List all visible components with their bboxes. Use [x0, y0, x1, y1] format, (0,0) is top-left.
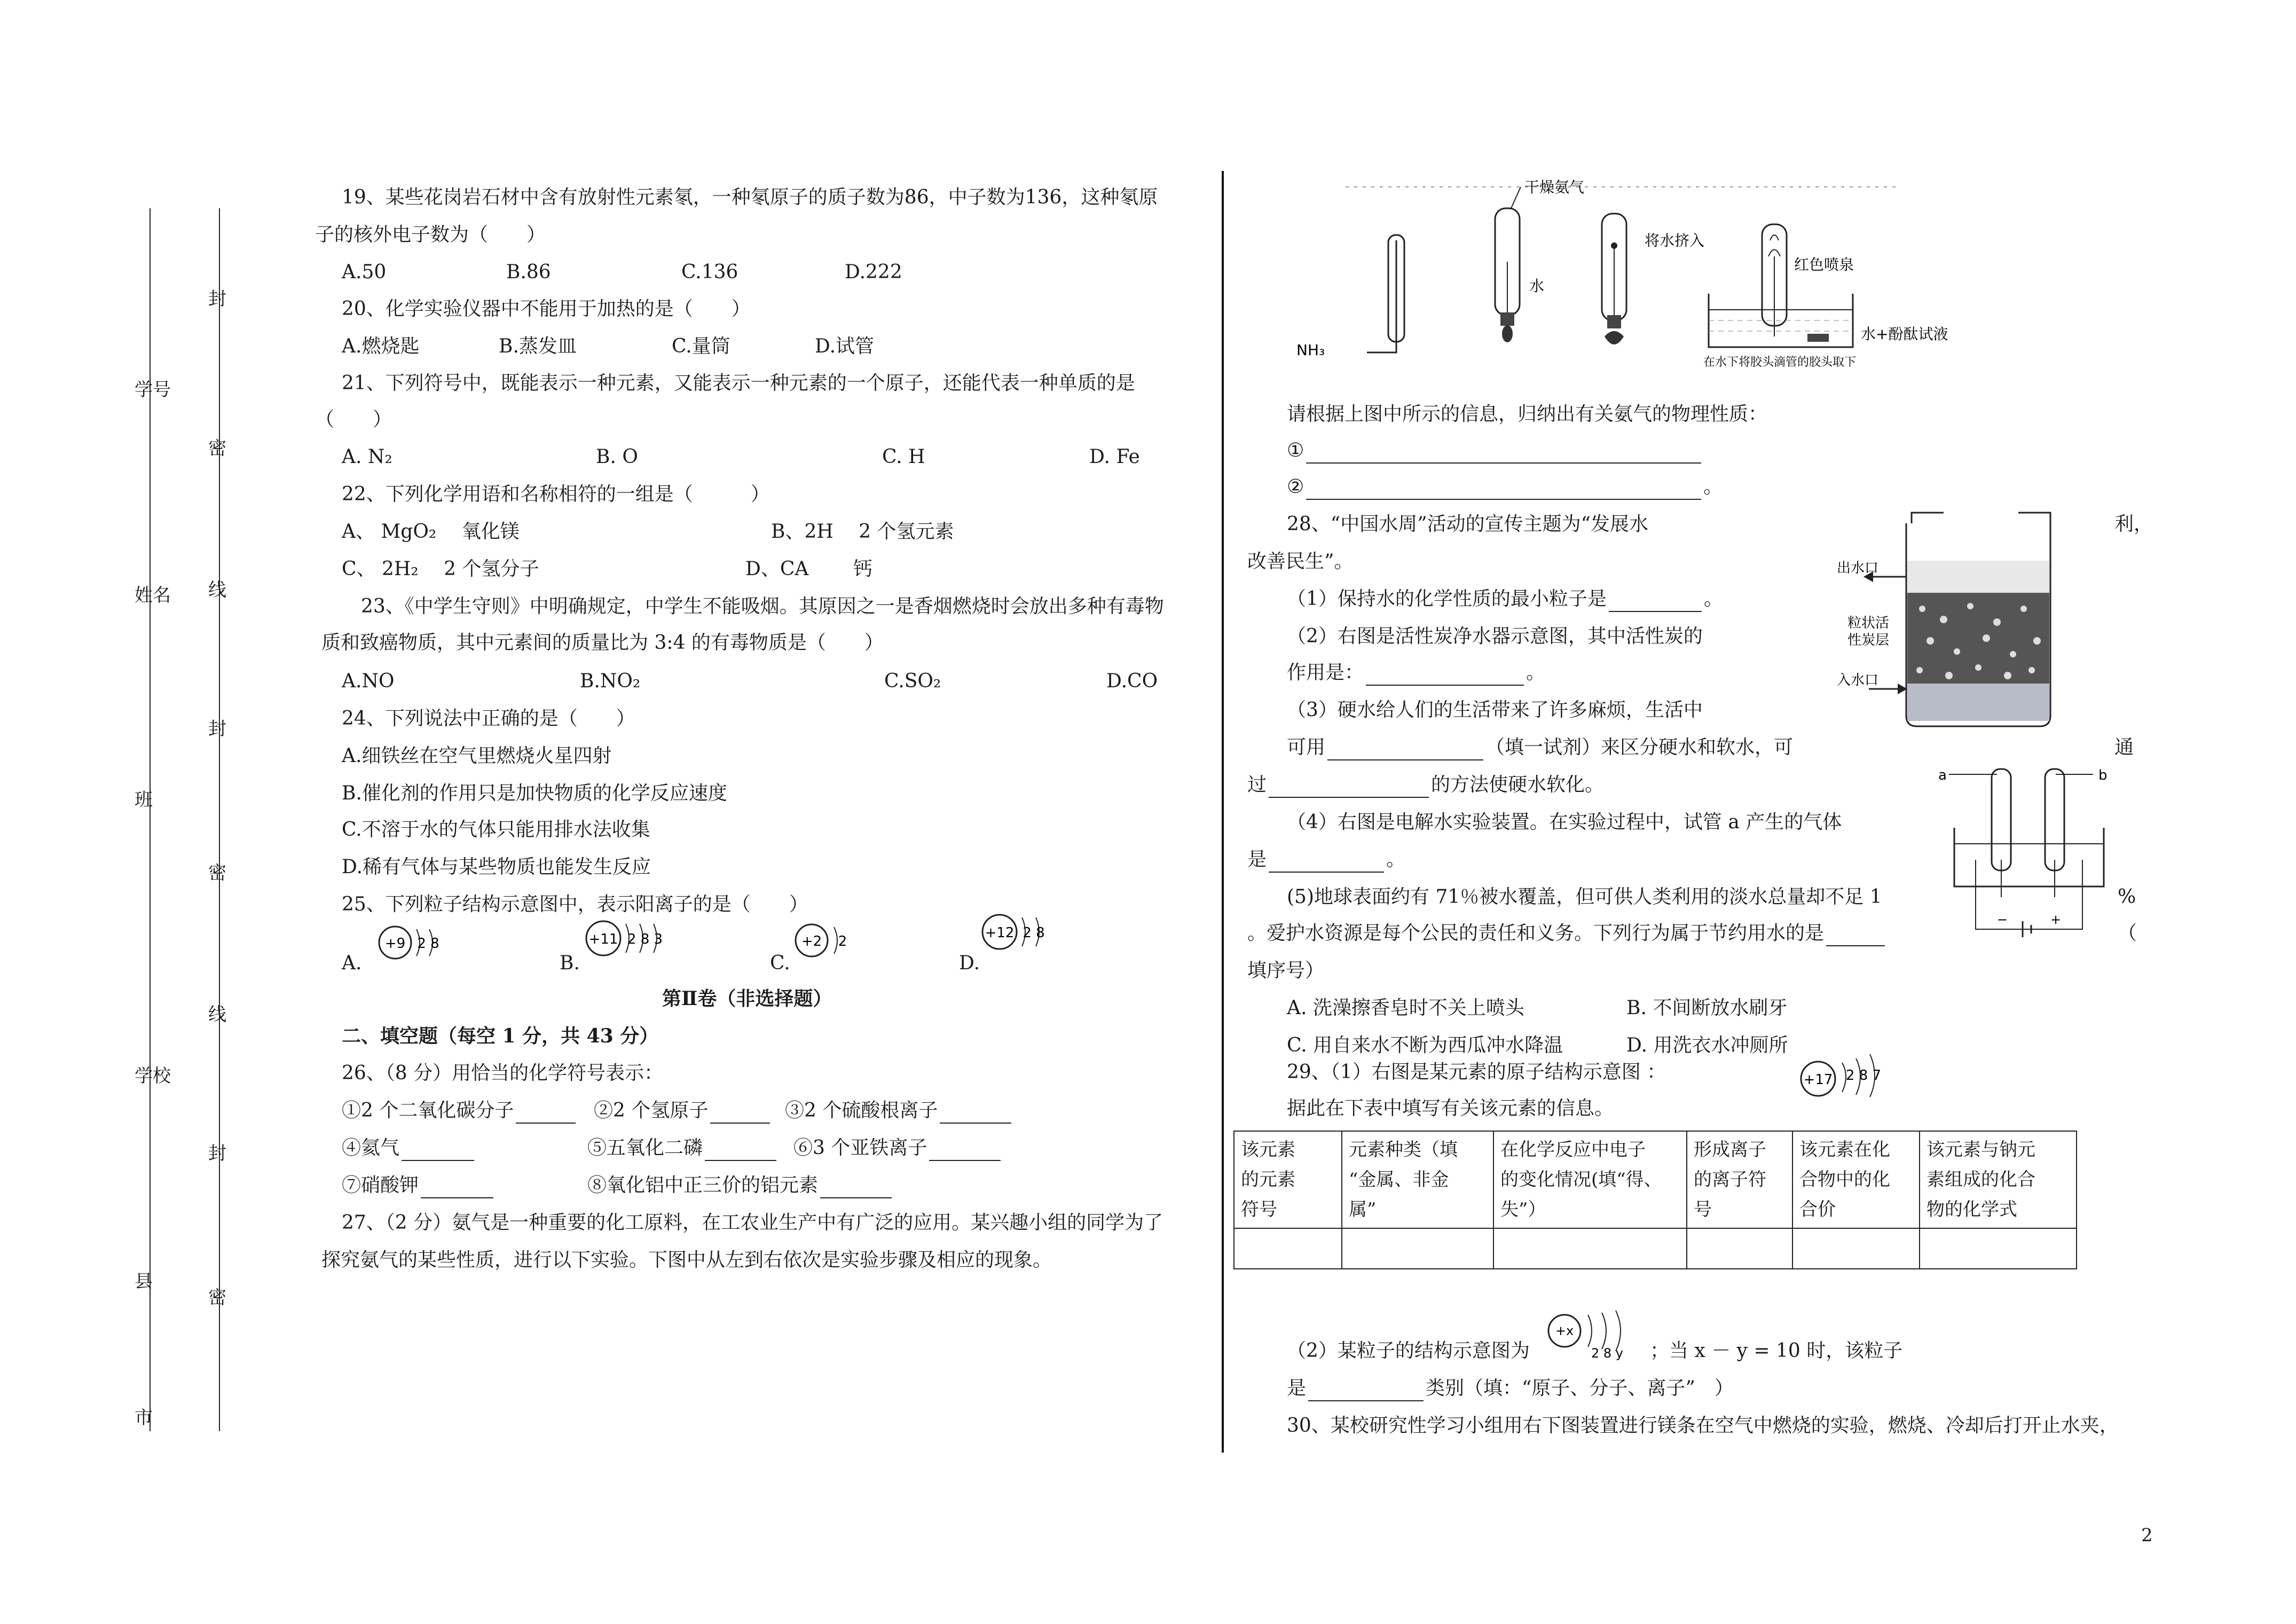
- binding-line: 线: [208, 1004, 226, 1025]
- part2-title: 第Ⅱ卷（非选择题）: [662, 987, 832, 1010]
- svg-text:−: −: [1997, 912, 2008, 927]
- q28-part5-paren: （: [2118, 922, 2137, 944]
- q23-option-a: A.NO: [342, 670, 395, 692]
- q29-stem: 据此在下表中填写有关该元素的信息。: [1287, 1097, 1614, 1119]
- q28-stem: 改善民生”。: [1247, 551, 1354, 572]
- electrolysis-figure: [1922, 758, 2136, 951]
- q28-part3-method: 过 的方法使硬水软化。: [1247, 772, 1604, 798]
- table-header-cell: 在化学反应中电子 的变化情况(填“得、 失”）: [1493, 1131, 1687, 1228]
- binding-line: 线: [208, 579, 226, 601]
- q24-option-a: A.细铁丝在空气里燃烧火星四射: [342, 745, 612, 767]
- table-header-cell: 元素种类（填 “金属、非金 属”: [1342, 1131, 1493, 1228]
- svg-text:2 8 y: 2 8 y: [1591, 1346, 1623, 1361]
- q28-part1: （1）保持水的化学性质的最小粒子是 。: [1287, 586, 1723, 612]
- q21-option-a: A. N₂: [342, 446, 392, 468]
- binding-label-class: 班: [135, 789, 153, 811]
- q28-part3-end: 通: [2114, 736, 2134, 758]
- q28-part2-answer: 作用是： 。: [1287, 660, 1545, 686]
- q19-stem: 子的核外电子数为（ ）: [315, 224, 546, 246]
- q27-property-2: ② 。: [1287, 474, 1723, 500]
- q27-property-1: ①: [1287, 438, 1703, 464]
- section2-title: 二、填空题（每空 1 分，共 43 分）: [342, 1025, 659, 1047]
- q26-stem: 26、（8 分）用恰当的化学符号表示：: [342, 1062, 664, 1084]
- q22-option-d: D、CA 钙: [745, 558, 872, 580]
- q21-stem: （ ）: [315, 409, 392, 430]
- q28-part5-question: 。爱护水资源是每个公民的责任和义务。下列行为属于节约用水的是: [1247, 921, 1887, 946]
- atom-diagram-a: [374, 919, 459, 967]
- q19-option-b: B.86: [506, 261, 551, 283]
- q21-option-b: B. O: [596, 446, 638, 468]
- svg-text:2 8 3: 2 8 3: [627, 931, 663, 947]
- binding-line-inner: [219, 208, 220, 1431]
- table-header-cell: 该元素在化 合物中的化 合价: [1792, 1131, 1920, 1228]
- q28-stem-end: 利，: [2114, 513, 2153, 535]
- svg-text:+12: +12: [985, 925, 1015, 941]
- q28-part5-fill: 填序号）: [1247, 960, 1325, 982]
- q26-item-4: ④氦气: [342, 1135, 476, 1161]
- q28-part5-percent: %: [2118, 886, 2136, 908]
- q23-option-c: C.SO₂: [884, 670, 941, 692]
- q23-stem: 23、《中学生守则》中明确规定，中学生不能吸烟。其原因之一是香烟燃烧时会放出多种有毒物: [361, 595, 1164, 617]
- svg-text:2 8: 2 8: [417, 936, 439, 952]
- q28-part4: （4）右图是电解水实验装置。在实验过程中，试管 a 产生的气体: [1287, 811, 1842, 833]
- q27-properties-prompt: 请根据上图中所示的信息，归纳出有关氨气的物理性质：: [1287, 403, 1768, 425]
- binding-secret: 密: [208, 862, 226, 884]
- q29-part2-condition: ；当 x － y = 10 时，该粒子: [1650, 1340, 1903, 1362]
- q20-option-b: B.蒸发皿: [499, 335, 577, 357]
- q24-option-d: D.稀有气体与某些物质也能发生反应: [342, 856, 651, 878]
- q28-option-b: B. 不间断放水刷牙: [1626, 997, 1788, 1019]
- q25-option-c: C.: [770, 952, 790, 974]
- page-number: 2: [2141, 1525, 2153, 1546]
- q19-option-c: C.136: [681, 261, 738, 283]
- svg-text:性炭层: 性炭层: [1847, 632, 1890, 648]
- svg-text:+2: +2: [801, 933, 822, 950]
- q27-stem: 27、（2 分）氨气是一种重要的化工原料，在工农业生产中有广泛的应用。某兴趣小组的同学为了: [342, 1212, 1163, 1234]
- element-info-table: [1233, 1131, 2077, 1269]
- binding-secret: 密: [208, 438, 226, 459]
- q28-part5: (5)地球表面约有 71％被水覆盖，但可供人类利用的淡水总量却不足 1: [1287, 886, 1882, 908]
- q26-item-3: ③2 个硫酸根离子: [785, 1098, 1013, 1124]
- q30-stem: 30、某校研究性学习小组用右下图装置进行镁条在空气中燃烧的实验，燃烧、冷却后打开止水夹，: [1287, 1415, 2119, 1437]
- q19-option-d: D.222: [845, 261, 902, 283]
- q26-item-5: ⑤五氧化二磷: [587, 1135, 779, 1161]
- table-answer-row: [1234, 1228, 2077, 1269]
- svg-text:2 8: 2 8: [1023, 925, 1045, 941]
- q22-option-c: C、 2H₂ 2 个氢分子: [342, 558, 539, 580]
- q28-part3-reagent: 可用 （填一试剂）来区分硬水和软水，可: [1287, 735, 1793, 760]
- table-header-row: [1234, 1131, 2077, 1228]
- q24-stem: 24、下列说法中正确的是（ ）: [342, 708, 635, 729]
- svg-text:+17: +17: [1803, 1072, 1833, 1088]
- q25-option-a: A.: [342, 952, 362, 974]
- q23-option-b: B.NO₂: [580, 670, 641, 692]
- q25-stem: 25、下列粒子结构示意图中，表示阳离子的是（ ）: [342, 893, 808, 915]
- svg-text:粒状活: 粒状活: [1847, 615, 1890, 631]
- binding-label-city: 市: [135, 1407, 153, 1429]
- svg-text:将水挤入: 将水挤入: [1645, 232, 1705, 249]
- svg-text:a: a: [1938, 767, 1947, 783]
- binding-secret: 密: [208, 1287, 226, 1308]
- binding-label-county: 县: [135, 1271, 153, 1292]
- q20-option-a: A.燃烧匙: [342, 335, 420, 357]
- q19-option-a: A.50: [342, 261, 387, 283]
- q28-option-d: D. 用洗衣水冲厕所: [1626, 1034, 1788, 1056]
- particle-diagram: [1543, 1308, 1650, 1362]
- q28-option-c: C. 用自来水不断为西瓜冲水降温: [1287, 1034, 1563, 1056]
- binding-label-school: 学校: [135, 1065, 171, 1087]
- binding-seal: 封: [208, 288, 226, 310]
- binding-label-student-id: 学号: [135, 379, 171, 401]
- q29-part2: （2）某粒子的结构示意图为: [1287, 1340, 1530, 1362]
- q28-part3: （3）硬水给人们的生活带来了许多麻烦，生活中: [1287, 699, 1703, 721]
- q22-option-a: A、 MgO₂ 氧化镁: [342, 521, 520, 543]
- atom-diagram-b: [582, 914, 683, 962]
- q26-item-2: ②2 个氢原子: [594, 1098, 772, 1124]
- svg-text:干燥氨气: 干燥氨气: [1524, 178, 1585, 196]
- q26-item-8: ⑧氧化铝中正三价的铝元素: [587, 1173, 894, 1198]
- q26-item-6: ⑥3 个亚铁离子: [793, 1135, 1003, 1161]
- q26-item-1: ①2 个二氧化碳分子: [342, 1098, 578, 1124]
- q28-part2: （2）右图是活性炭净水器示意图，其中活性炭的: [1287, 625, 1703, 647]
- binding-label-name: 姓名: [135, 585, 171, 606]
- q28-option-a: A. 洗澡擦香皂时不关上喷头: [1287, 997, 1524, 1019]
- q26-item-7: ⑦硝酸钾: [342, 1173, 496, 1198]
- column-divider: [1222, 171, 1224, 1453]
- answer-cell[interactable]: [1920, 1228, 2077, 1269]
- answer-cell[interactable]: [1342, 1228, 1493, 1269]
- binding-seal: 封: [208, 1143, 226, 1164]
- svg-text:+x: +x: [1555, 1323, 1574, 1338]
- table-header-cell: 该元素与钠元 素组成的化合 物的化学式: [1920, 1131, 2077, 1228]
- svg-text:+9: +9: [384, 936, 406, 952]
- q20-option-d: D.试管: [815, 335, 875, 357]
- svg-text:b: b: [2098, 767, 2108, 783]
- svg-text:入水口: 入水口: [1837, 672, 1879, 688]
- svg-text:水+酚酞试液: 水+酚酞试液: [1861, 325, 1948, 343]
- svg-text:2: 2: [838, 933, 847, 950]
- svg-text:2 8 7: 2 8 7: [1845, 1068, 1882, 1084]
- table-header-cell: 形成离子 的离子符 号: [1687, 1131, 1792, 1228]
- q22-stem: 22、下列化学用语和名称相符的一组是（ ）: [342, 483, 770, 505]
- q23-stem: 质和致癌物质，其中元素间的质量比为 3:4 的有毒物质是（ ）: [321, 632, 884, 654]
- q19-stem: 19、某些花岗岩石材中含有放射性元素氡，一种氡原子的质子数为86，中子数为136，这种氡原: [342, 186, 1158, 208]
- carbon-filter-figure: [1837, 507, 2136, 732]
- svg-text:水: 水: [1529, 277, 1545, 295]
- atom-diagram-c: [790, 916, 860, 964]
- q21-option-d: D. Fe: [1089, 446, 1140, 468]
- q20-stem: 20、化学实验仪器中不能用于加热的是（ ）: [342, 298, 751, 320]
- svg-text:NH₃: NH₃: [1296, 341, 1325, 359]
- svg-text:出水口: 出水口: [1837, 560, 1879, 576]
- q24-option-c: C.不溶于水的气体只能用排水法收集: [342, 819, 650, 841]
- q29-stem: 29、（1）右图是某元素的原子结构示意图 ：: [1287, 1061, 1666, 1083]
- answer-cell[interactable]: [1687, 1228, 1792, 1269]
- q21-option-c: C. H: [882, 446, 925, 468]
- q23-option-d: D.CO: [1106, 670, 1158, 692]
- q25-option-d: D.: [959, 952, 980, 974]
- answer-cell[interactable]: [1234, 1228, 1342, 1269]
- q21-stem: 21、下列符号中，既能表示一种元素，又能表示一种元素的一个原子，还能代表一种单质的是: [342, 372, 1135, 394]
- binding-seal: 封: [208, 718, 226, 740]
- q28-stem: 28、“中国水周”活动的宣传主题为“发展水: [1287, 513, 1649, 535]
- atom-diagram-d: [977, 908, 1068, 956]
- q28-part4-answer: 是 。: [1247, 847, 1405, 873]
- q22-option-b: B、2H 2 个氢元素: [771, 521, 954, 543]
- svg-text:红色喷泉: 红色喷泉: [1794, 256, 1854, 273]
- answer-cell[interactable]: [1493, 1228, 1687, 1269]
- q24-option-b: B.催化剂的作用只是加快物质的化学反应速度: [342, 782, 727, 804]
- chlorine-atom-diagram: [1794, 1047, 1912, 1100]
- answer-cell[interactable]: [1792, 1228, 1920, 1269]
- q20-option-c: C.量筒: [672, 335, 730, 357]
- svg-text:+11: +11: [588, 931, 618, 947]
- q27-stem: 探究氨气的某些性质，进行以下实验。下图中从左到右依次是实验步骤及相应的现象。: [321, 1249, 1052, 1271]
- svg-text:在水下将胶头滴管的胶头取下: 在水下将胶头滴管的胶头取下: [1703, 356, 1857, 369]
- q29-part2-answer: 是 类别（填：“原子、分子、离子” ）: [1287, 1376, 1734, 1401]
- svg-text:+: +: [2050, 912, 2062, 927]
- table-header-cell: 该元素 的元素 符号: [1234, 1131, 1342, 1228]
- ammonia-experiment-figure: [1281, 176, 2029, 379]
- q25-option-b: B.: [560, 952, 580, 974]
